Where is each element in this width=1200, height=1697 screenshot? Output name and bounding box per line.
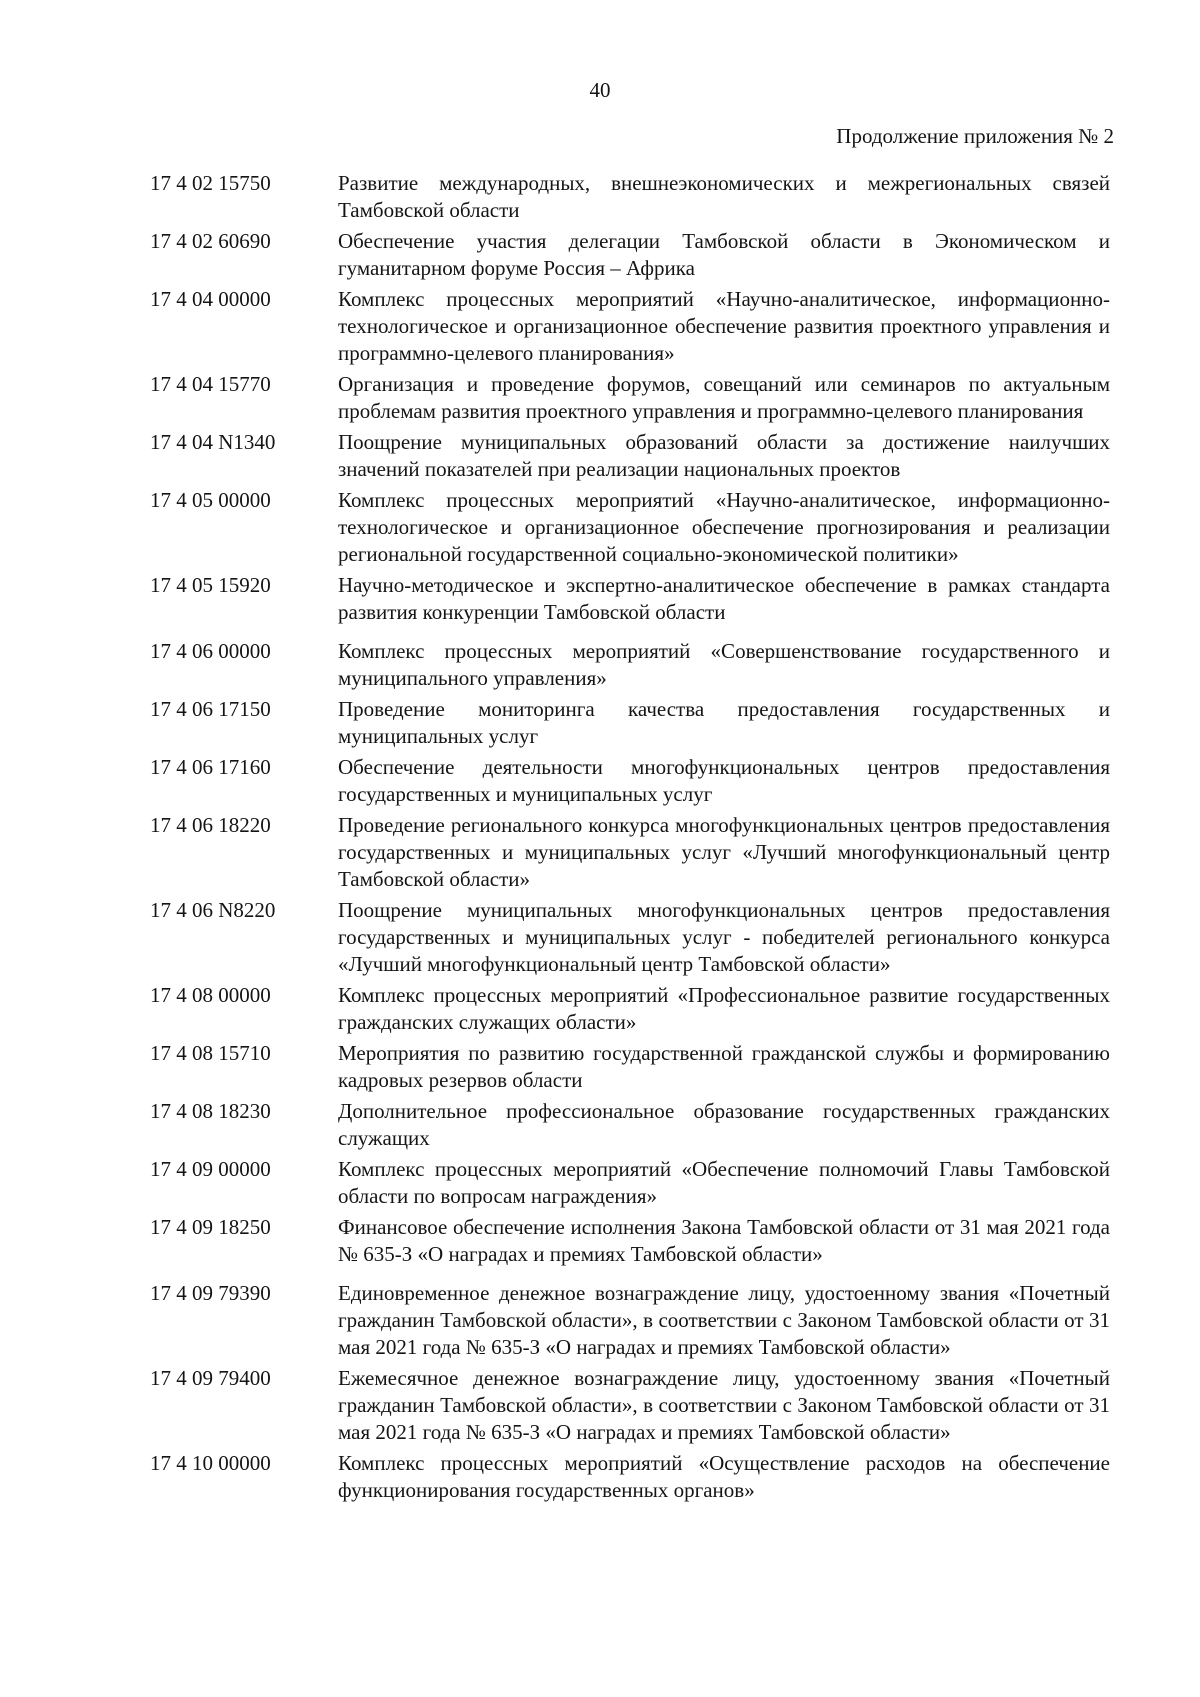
row-code: 17 4 06 00000 xyxy=(150,639,271,663)
row-description: Поощрение муниципальных образований области за достижение наилучших значений показателей при реализации национальных проектов xyxy=(338,430,1110,481)
row-description: Ежемесячное денежное вознаграждение лицу, удостоенному звания «Почетный гражданин Тамбовской области», в соответствии с Законом Тамбовской области от 31 мая 2021 года № 635-З «О наградах и премиях Тамбовской области» xyxy=(338,1366,1110,1444)
row-code: 17 4 04 00000 xyxy=(150,287,271,311)
table-row xyxy=(150,812,1110,893)
row-description: Проведение регионального конкурса многофункциональных центров предоставления государственных и муниципальных услуг «Лучший многофункциональный центр Тамбовской области» xyxy=(338,813,1110,891)
row-code: 17 4 06 17150 xyxy=(150,697,271,721)
row-code: 17 4 09 79400 xyxy=(150,1366,271,1390)
table-row xyxy=(150,696,1110,750)
row-description: Обеспечение участия делегации Тамбовской области в Экономическом и гуманитарном форуме Россия – Африка xyxy=(338,229,1110,280)
table-row xyxy=(150,429,1110,483)
table-row xyxy=(150,1280,1110,1361)
row-description: Поощрение муниципальных многофункциональных центров предоставления государственных и муниципальных услуг - победителей регионального конкурса «Лучший многофункциональный центр Тамбовской области» xyxy=(338,898,1110,976)
row-description: Дополнительное профессиональное образование государственных гражданских служащих xyxy=(338,1099,1110,1150)
row-code: 17 4 05 00000 xyxy=(150,488,271,512)
row-description: Комплекс процессных мероприятий «Профессиональное развитие государственных гражданских служащих области» xyxy=(338,983,1110,1034)
row-code: 17 4 08 00000 xyxy=(150,983,271,1007)
row-code: 17 4 05 15920 xyxy=(150,573,271,597)
row-description: Научно-методическое и экспертно-аналитическое обеспечение в рамках стандарта развития конкуренции Тамбовской области xyxy=(338,573,1110,624)
row-description: Комплекс процессных мероприятий «Научно-аналитическое, информационно-технологическое и организационное обеспечение прогнозирования и реализации региональной государственной социально-экономической политики» xyxy=(338,488,1110,566)
row-code: 17 4 06 N8220 xyxy=(150,898,276,922)
row-code: 17 4 06 18220 xyxy=(150,813,271,837)
row-code: 17 4 08 15710 xyxy=(150,1041,271,1065)
row-description: Проведение мониторинга качества предоставления государственных и муниципальных услуг xyxy=(338,697,1110,748)
appendix-continuation-label: Продолжение приложения № 2 xyxy=(836,124,1114,148)
table-row xyxy=(150,1214,1110,1268)
row-code: 17 4 04 N1340 xyxy=(150,430,276,454)
row-description: Комплекс процессных мероприятий «Совершенствование государственного и муниципального управления» xyxy=(338,639,1110,690)
table-row xyxy=(150,487,1110,568)
table-row xyxy=(150,1040,1110,1094)
row-description: Мероприятия по развитию государственной гражданской службы и формированию кадровых резервов области xyxy=(338,1041,1110,1092)
table-row xyxy=(150,1098,1110,1152)
row-code: 17 4 09 00000 xyxy=(150,1157,271,1181)
row-description: Комплекс процессных мероприятий «Осуществление расходов на обеспечение функционирования государственных органов» xyxy=(338,1451,1110,1502)
row-code: 17 4 02 15750 xyxy=(150,171,271,195)
table-row xyxy=(150,1365,1110,1446)
table-row xyxy=(150,228,1110,282)
table-row xyxy=(150,572,1110,626)
table-row xyxy=(150,982,1110,1036)
row-code: 17 4 04 15770 xyxy=(150,372,271,396)
row-code: 17 4 10 00000 xyxy=(150,1451,271,1475)
row-description: Обеспечение деятельности многофункциональных центров предоставления государственных и муниципальных услуг xyxy=(338,755,1110,806)
table-row xyxy=(150,1156,1110,1210)
row-description: Развитие международных, внешнеэкономических и межрегиональных связей Тамбовской области xyxy=(338,171,1110,222)
row-code: 17 4 02 60690 xyxy=(150,229,271,253)
table-row xyxy=(150,371,1110,425)
row-code: 17 4 09 18250 xyxy=(150,1215,271,1239)
row-description: Комплекс процессных мероприятий «Обеспечение полномочий Главы Тамбовской области по вопросам награждения» xyxy=(338,1157,1110,1208)
table-row xyxy=(150,754,1110,808)
classification-table xyxy=(150,170,1110,1508)
row-description: Организация и проведение форумов, совещаний или семинаров по актуальным проблемам развития проектного управления и программно-целевого планирования xyxy=(338,372,1110,423)
row-code: 17 4 08 18230 xyxy=(150,1099,271,1123)
table-row xyxy=(150,170,1110,224)
table-row xyxy=(150,286,1110,367)
row-description: Финансовое обеспечение исполнения Закона Тамбовской области от 31 мая 2021 года № 635-З «О наградах и премиях Тамбовской области» xyxy=(338,1215,1110,1266)
row-description: Единовременное денежное вознаграждение лицу, удостоенному звания «Почетный гражданин Тамбовской области», в соответствии с Законом Тамбовской области от 31 мая 2021 года № 635-З «О наградах и премиях Тамбовской области» xyxy=(338,1281,1110,1359)
page-number: 40 xyxy=(589,78,611,102)
row-description: Комплекс процессных мероприятий «Научно-аналитическое, информационно-технологическое и организационное обеспечение развития проектного управления и программно-целевого планирования» xyxy=(338,287,1110,365)
table-row xyxy=(150,1450,1110,1504)
row-code: 17 4 06 17160 xyxy=(150,755,271,779)
table-row xyxy=(150,897,1110,978)
table-row xyxy=(150,638,1110,692)
row-code: 17 4 09 79390 xyxy=(150,1281,271,1305)
